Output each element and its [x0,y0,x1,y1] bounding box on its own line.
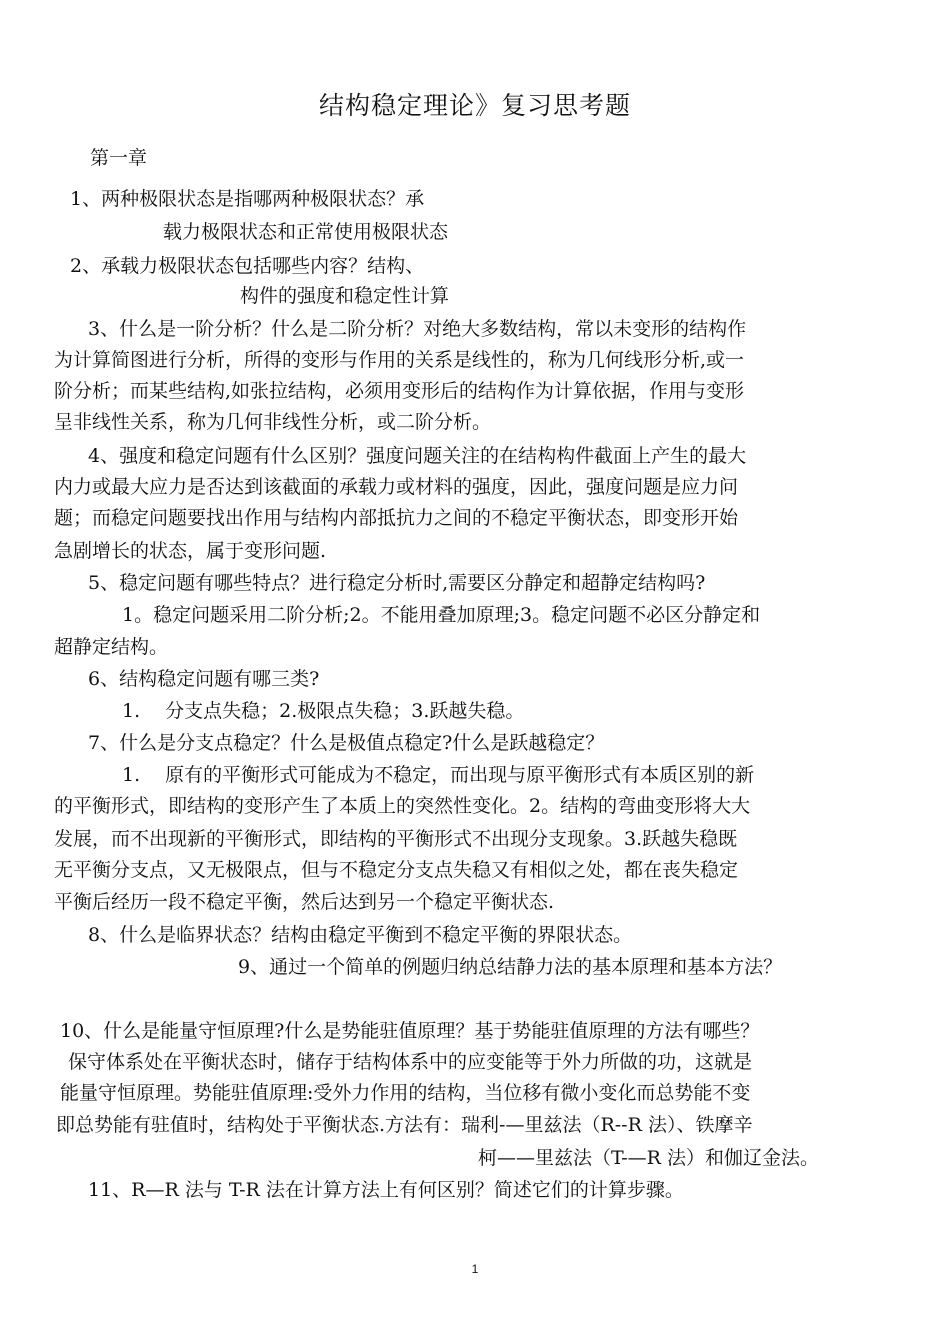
question-10-line-1: 10、什么是能量守恒原理?什么是势能驻值原理？基于势能驻值原理的方法有哪些？ [60,1020,760,1042]
question-4-line-2: 内力或最大应力是否达到该截面的承载力或材料的强度，因此，强度问题是应力问 [54,476,739,498]
question-5-line-2: 1。稳定问题采用二阶分析;2。不能用叠加原理;3。稳定问题不必区分静定和 [122,604,761,626]
question-7-line-6: 平衡后经历一段不稳定平衡，然后达到另一个稳定平衡状态. [54,891,555,913]
question-3-line-4: 呈非线性关系，称为几何非线性分析，或二阶分析。 [54,411,492,433]
question-4-line-1: 4、强度和稳定问题有什么区别？强度问题关注的在结构构件截面上产生的最大 [88,445,747,467]
question-5-line-1: 5、稳定问题有哪些特点？进行稳定分析时,需要区分静定和超静定结构吗? [88,572,706,594]
question-7-line-2: 1. 原有的平衡形式可能成为不稳定，而出现与原平衡形式有本质区别的新 [122,764,755,786]
question-7-line-1: 7、什么是分支点稳定？什么是极值点稳定?什么是跃越稳定？ [88,732,605,754]
chapter-heading: 第一章 [90,147,148,169]
question-11-line-1: 11、R—R 法与 T-R 法在计算方法上有何区别？简述它们的计算步骤。 [88,1179,684,1201]
question-10-line-2: 保守体系处在平衡状态时，储存于结构体系中的应变能等于外力所做的功，这就是 [68,1051,753,1073]
question-5-line-3: 超静定结构。 [54,636,169,658]
question-7-line-5: 无平衡分支点，又无极限点，但与不稳定分支点失稳又有相似之处，都在丧失稳定 [54,859,739,881]
question-8-line-1: 8、什么是临界状态？结构由稳定平衡到不稳定平衡的界限状态。 [88,924,633,946]
page-number: 1 [471,1262,479,1276]
document-title: 结构稳定理论》复习思考题 [318,91,631,120]
question-1-line-1: 1、两种极限状态是指哪两种极限状态？承 [70,188,425,210]
question-2-line-2: 构件的强度和稳定性计算 [240,285,450,307]
question-10-line-3: 能量守恒原理。势能驻值原理:受外力作用的结构，当位移有微小变化而总势能不变 [60,1082,751,1104]
question-9-line-1: 9、通过一个简单的例题归纳总结静力法的基本原理和基本方法？ [238,956,783,978]
question-10-line-5: 柯——里兹法（T-—R 法）和伽辽金法。 [478,1147,819,1169]
question-2-line-1: 2、承载力极限状态包括哪些内容？结构、 [70,255,425,277]
question-1-line-2: 载力极限状态和正常使用极限状态 [163,221,449,243]
question-6-line-2: 1. 分支点失稳；2.极限点失稳；3.跃越失稳。 [122,700,525,722]
question-6-line-1: 6、结构稳定问题有哪三类? [88,668,320,690]
question-4-line-3: 题；而稳定问题要找出作用与结构内部抵抗力之间的不稳定平衡状态，即变形开始 [54,507,739,529]
question-3-line-1: 3、什么是一阶分析？什么是二阶分析？对绝大多数结构，常以未变形的结构作 [88,318,747,340]
question-3-line-3: 阶分析；而某些结构,如张拉结构，必须用变形后的结构作为计算依据，作用与变形 [54,380,745,402]
question-10-line-4: 即总势能有驻值时，结构处于平衡状态.方法有：瑞利-—里兹法（R--R 法）、铁摩辛 [56,1114,753,1136]
question-7-line-3: 的平衡形式，即结构的变形产生了本质上的突然性变化。2。结构的弯曲变形将大大 [54,795,751,817]
question-3-line-2: 为计算简图进行分析，所得的变形与作用的关系是线性的，称为几何线形分析,或一 [54,349,745,371]
question-4-line-4: 急剧增长的状态，属于变形问题. [54,540,327,562]
question-7-line-4: 发展，而不出现新的平衡形式，即结构的平衡形式不出现分支现象。3.跃越失稳既 [54,828,738,850]
